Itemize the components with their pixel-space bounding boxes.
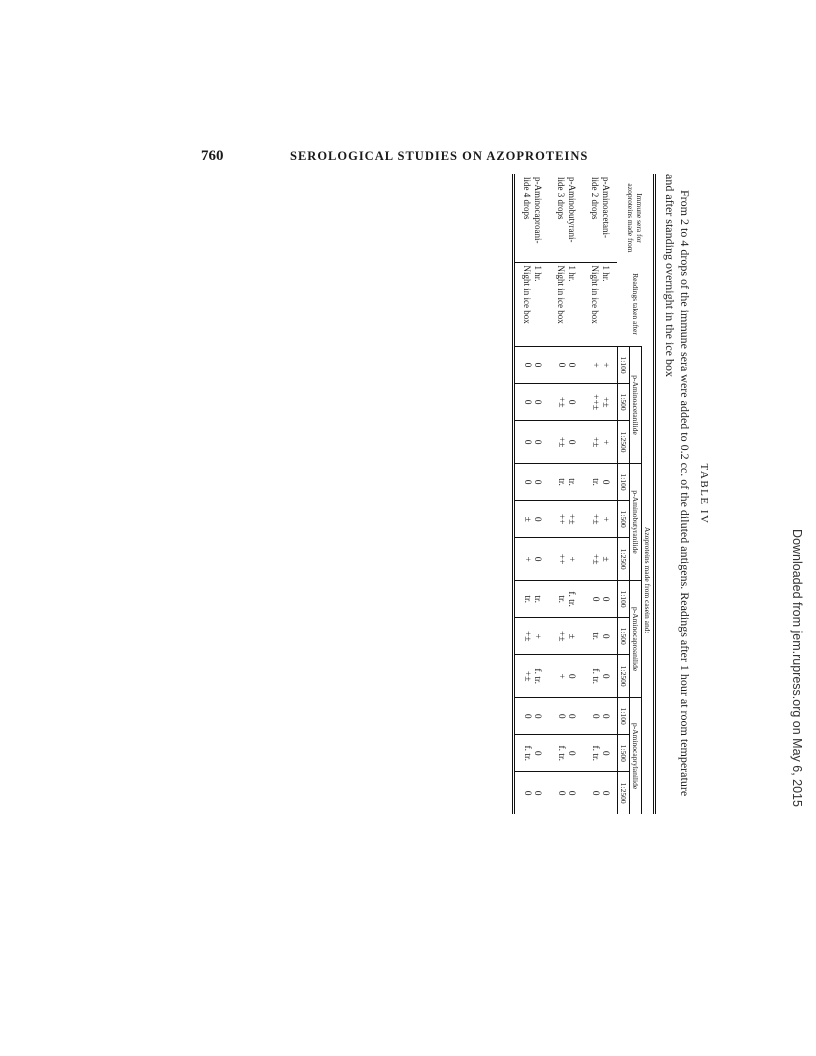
reaction-value: f. tr. bbox=[566, 591, 577, 607]
dilution-header: 1:2500 bbox=[618, 421, 630, 464]
reaction-value: 0 bbox=[556, 713, 567, 719]
reaction-value: ± bbox=[600, 556, 611, 562]
reading-label: 1 hr. bbox=[567, 265, 578, 282]
reaction-value: 0 bbox=[532, 556, 543, 562]
reaction-value: +± bbox=[522, 630, 533, 642]
value-cell bbox=[514, 464, 550, 501]
readings-cell bbox=[584, 262, 618, 347]
dilution-header: 1:2500 bbox=[618, 538, 630, 581]
reaction-value: +± bbox=[600, 396, 611, 408]
value-cell bbox=[514, 384, 550, 421]
sera-label: lide 4 drops bbox=[522, 177, 533, 220]
value-cell bbox=[550, 384, 584, 421]
reaction-value: tr. bbox=[556, 478, 567, 486]
antigen-header: p-Aminobutyranilide bbox=[630, 464, 642, 581]
reaction-value: 0 bbox=[532, 750, 543, 756]
reaction-value: 0 bbox=[590, 713, 601, 719]
value-cell bbox=[514, 501, 550, 538]
value-cell bbox=[550, 581, 584, 618]
reaction-value: ++± bbox=[590, 394, 601, 411]
reaction-value: 0 bbox=[566, 790, 577, 796]
table-block bbox=[440, 174, 710, 814]
readings-cell bbox=[514, 262, 550, 347]
reaction-value: 0 bbox=[566, 399, 577, 405]
value-cell bbox=[584, 735, 618, 772]
reaction-value: 0 bbox=[522, 790, 533, 796]
col-header-readings: Readings taken after bbox=[630, 273, 640, 335]
reaction-value: 0 bbox=[522, 439, 533, 445]
reaction-value: 0 bbox=[522, 362, 533, 368]
reaction-value: +± bbox=[590, 553, 601, 565]
value-cell bbox=[550, 464, 584, 501]
antigen-header: p-Aminocaproanilide bbox=[630, 581, 642, 698]
sera-label: lide 2 drops bbox=[590, 177, 601, 220]
reaction-value: 0 bbox=[556, 362, 567, 368]
reaction-value: 0 bbox=[532, 516, 543, 522]
dilution-header: 1:100 bbox=[618, 464, 630, 501]
col-header-sera: Immune sera for azoproteins made from bbox=[626, 183, 645, 253]
sera-cell bbox=[584, 174, 618, 262]
reaction-value: 0 bbox=[600, 596, 611, 602]
dilution-header: 1:500 bbox=[618, 735, 630, 772]
page-number: 760 bbox=[201, 148, 224, 164]
reaction-value: tr. bbox=[532, 595, 543, 603]
reading-label: 1 hr. bbox=[533, 265, 544, 282]
reaction-value: 0 bbox=[600, 633, 611, 639]
reaction-value: + bbox=[566, 556, 577, 562]
running-head: SEROLOGICAL STUDIES ON AZOPROTEINS bbox=[290, 149, 589, 163]
reading-label: 1 hr. bbox=[601, 265, 612, 282]
reaction-value: f. tr. bbox=[522, 745, 533, 762]
antigen-header: p-Aminoacetanilide bbox=[630, 347, 642, 464]
reaction-value: + bbox=[600, 439, 611, 445]
reaction-value: 0 bbox=[600, 713, 611, 719]
value-cell bbox=[550, 655, 584, 698]
dilution-header: 1:500 bbox=[618, 618, 630, 655]
reaction-value: tr. bbox=[590, 478, 601, 486]
reaction-value: ± bbox=[522, 516, 533, 522]
table-row bbox=[550, 174, 584, 814]
dilution-header: 1:100 bbox=[618, 347, 630, 384]
value-cell bbox=[514, 698, 550, 735]
value-cell bbox=[550, 618, 584, 655]
reaction-value: + bbox=[590, 362, 601, 368]
download-watermark: Downloaded from jem.rupress.org on May 6, 2015 bbox=[790, 529, 804, 807]
reaction-value: 0 bbox=[600, 750, 611, 756]
sera-cell bbox=[514, 174, 550, 262]
value-cell bbox=[514, 581, 550, 618]
reaction-value: ± bbox=[566, 633, 577, 639]
value-cell bbox=[550, 501, 584, 538]
table-row bbox=[514, 174, 550, 814]
reaction-value: 0 bbox=[566, 673, 577, 679]
dilution-header: 1:2500 bbox=[618, 655, 630, 698]
reaction-value: 0 bbox=[600, 479, 611, 485]
reaction-value: + bbox=[532, 633, 543, 639]
reaction-value: 0 bbox=[522, 713, 533, 719]
reaction-value: f. tr. bbox=[590, 745, 601, 762]
dilution-header: 1:500 bbox=[618, 384, 630, 421]
value-cell bbox=[550, 735, 584, 772]
table-caption: From 2 to 4 drops of the immune sera were added to 0.2 cc. of the diluted antigens. Readings after 1 hour at room temperature and after standing overnight in the ice box bbox=[663, 174, 692, 797]
reaction-value: tr. bbox=[590, 632, 601, 641]
reaction-value: + bbox=[600, 362, 611, 368]
value-cell bbox=[514, 735, 550, 772]
value-cell bbox=[550, 421, 584, 464]
value-cell bbox=[584, 421, 618, 464]
reaction-value: 0 bbox=[566, 750, 577, 756]
sera-cell bbox=[550, 174, 584, 262]
data-table bbox=[513, 174, 657, 814]
reading-label: Night in ice box bbox=[556, 265, 567, 324]
value-cell bbox=[584, 464, 618, 501]
table-row bbox=[584, 174, 618, 814]
reaction-value: + bbox=[556, 673, 567, 679]
value-cell bbox=[584, 538, 618, 581]
reaction-value: 0 bbox=[532, 439, 543, 445]
sera-label: lide 3 drops bbox=[556, 177, 567, 220]
reaction-value: tr. bbox=[566, 478, 577, 486]
reaction-value: 0 bbox=[566, 362, 577, 368]
reaction-value: 0 bbox=[532, 479, 543, 485]
super-header: Azoproteins made from casein and: bbox=[642, 347, 655, 815]
reaction-value: 0 bbox=[566, 713, 577, 719]
value-cell bbox=[550, 698, 584, 735]
reaction-value: f. tr. bbox=[590, 668, 601, 684]
dilution-header: 1:500 bbox=[618, 501, 630, 538]
reaction-value: f. tr. bbox=[556, 745, 567, 762]
value-cell bbox=[584, 347, 618, 384]
sera-label: p-Aminoacetani- bbox=[601, 177, 612, 238]
value-cell bbox=[550, 772, 584, 814]
reaction-value: 0 bbox=[566, 439, 577, 445]
value-cell bbox=[550, 347, 584, 384]
reaction-value: 0 bbox=[522, 399, 533, 405]
reaction-value: +± bbox=[556, 396, 567, 408]
value-cell bbox=[584, 384, 618, 421]
sera-label: p-Aminobutyrani- bbox=[567, 177, 578, 243]
reaction-value: 0 bbox=[590, 790, 601, 796]
reaction-value: + bbox=[522, 556, 533, 562]
value-cell bbox=[584, 501, 618, 538]
reaction-value: 0 bbox=[590, 596, 601, 602]
reaction-value: 0 bbox=[532, 362, 543, 368]
reaction-value: 0 bbox=[532, 399, 543, 405]
value-cell bbox=[514, 618, 550, 655]
value-cell bbox=[584, 772, 618, 814]
reaction-value: +± bbox=[590, 513, 601, 525]
reading-label: Night in ice box bbox=[590, 265, 601, 324]
value-cell bbox=[514, 655, 550, 698]
value-cell bbox=[514, 421, 550, 464]
reaction-value: tr. bbox=[556, 595, 567, 603]
table-title: TABLE IV bbox=[698, 463, 710, 525]
readings-cell bbox=[550, 262, 584, 347]
reaction-value: + bbox=[600, 516, 611, 522]
reaction-value: ++ bbox=[556, 553, 567, 565]
value-cell bbox=[514, 772, 550, 814]
sera-label: p-Aminocaproani- bbox=[533, 177, 544, 244]
reading-label: Night in ice box bbox=[522, 265, 533, 324]
reaction-value: +± bbox=[556, 436, 567, 448]
reaction-value: 0 bbox=[532, 713, 543, 719]
dilution-header: 1:100 bbox=[618, 581, 630, 618]
reaction-value: 0 bbox=[600, 673, 611, 679]
reaction-value: 0 bbox=[522, 479, 533, 485]
dilution-header: 1:2500 bbox=[618, 772, 630, 814]
value-cell bbox=[584, 655, 618, 698]
reaction-value: 0 bbox=[556, 790, 567, 796]
reaction-value: ++ bbox=[556, 513, 567, 525]
reaction-value: f. tr. bbox=[532, 668, 543, 684]
dilution-header: 1:100 bbox=[618, 698, 630, 735]
reaction-value: +± bbox=[590, 436, 601, 448]
reaction-value: 0 bbox=[600, 790, 611, 796]
reaction-value: tr. bbox=[522, 595, 533, 603]
value-cell bbox=[550, 538, 584, 581]
antigen-header: p-Aminocaprylanilide bbox=[630, 698, 642, 814]
reaction-value: +± bbox=[566, 513, 577, 525]
reaction-value: 0 bbox=[532, 790, 543, 796]
value-cell bbox=[514, 347, 550, 384]
reaction-value: +± bbox=[556, 630, 567, 642]
value-cell bbox=[584, 698, 618, 735]
value-cell bbox=[584, 581, 618, 618]
value-cell bbox=[584, 618, 618, 655]
value-cell bbox=[514, 538, 550, 581]
reaction-value: +± bbox=[522, 670, 533, 682]
